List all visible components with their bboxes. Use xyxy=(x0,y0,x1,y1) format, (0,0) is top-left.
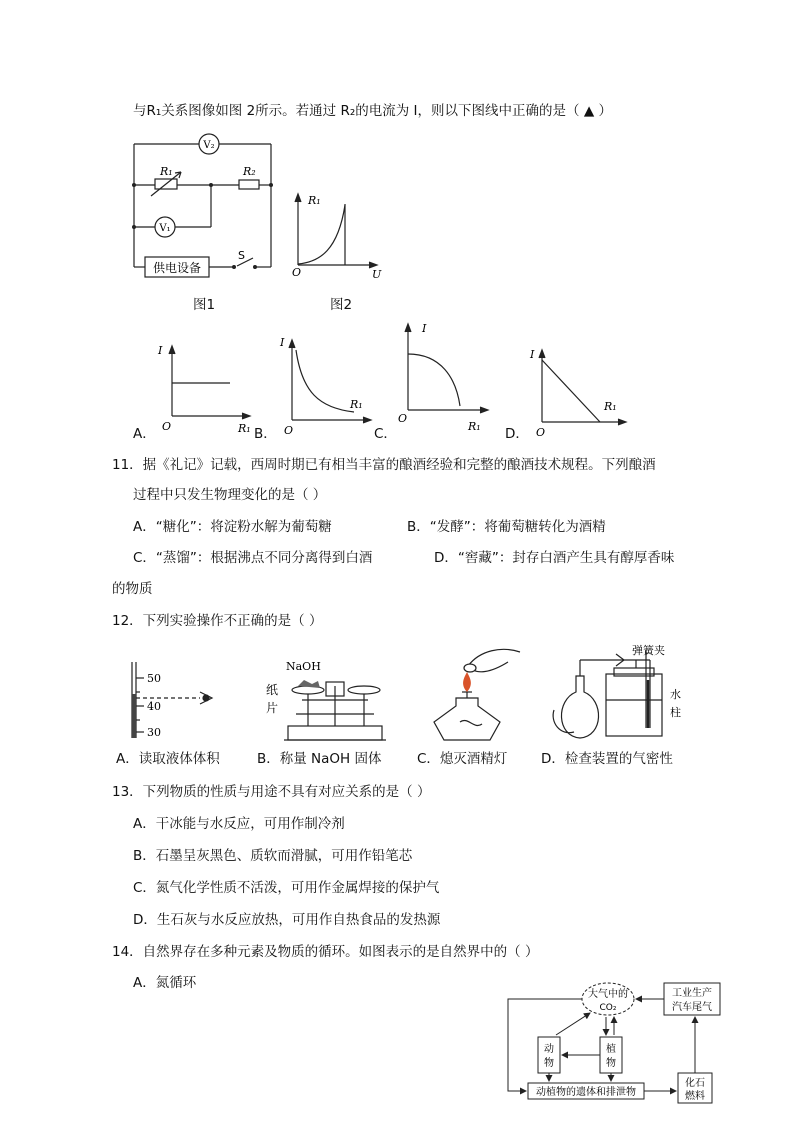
svg-text:50: 50 xyxy=(147,672,161,685)
q11-option-a: A．“糖化”：将淀粉水解为葡萄糖 xyxy=(133,519,332,535)
q12-image-b-balance xyxy=(262,660,402,745)
q14-stem: 14．自然界存在多种元素及物质的循环。如图表示的是自然界中的（ ） xyxy=(112,944,539,960)
svg-text:化石: 化石 xyxy=(685,1078,705,1089)
figure-1-label: 图1 xyxy=(193,297,216,313)
q13-option-c: C．氮气化学性质不活泼，可用作金属焊接的保护气 xyxy=(133,880,440,896)
q14-cycle-diagram xyxy=(500,975,740,1110)
q11-option-b: B．“发酵”：将葡萄糖转化为酒精 xyxy=(407,519,606,535)
option-a-graph xyxy=(150,340,260,440)
svg-text:动: 动 xyxy=(544,1044,554,1055)
svg-text:柱: 柱 xyxy=(670,706,681,719)
q14-option-a: A．氮循环 xyxy=(133,975,197,991)
q12-image-d-airtightness xyxy=(546,640,706,745)
svg-text:R₁: R₁ xyxy=(238,422,251,435)
option-b-letter: B． xyxy=(254,426,277,442)
svg-text:植: 植 xyxy=(606,1044,616,1055)
svg-text:水: 水 xyxy=(670,688,681,701)
v2-label: V₂ xyxy=(203,140,215,151)
r2-label: R₂ xyxy=(243,165,256,178)
power-supply-label: 供电设备 xyxy=(152,261,202,275)
svg-text:I: I xyxy=(280,336,285,349)
svg-text:O: O xyxy=(536,426,546,439)
svg-text:U: U xyxy=(372,268,382,281)
svg-text:NaOH: NaOH xyxy=(286,660,321,673)
svg-text:I: I xyxy=(158,344,163,357)
q11-option-d: D．“窖藏”：封存白酒产生具有醇厚香味 xyxy=(434,550,675,566)
q12-option-a: A．读取液体体积 xyxy=(116,751,220,767)
svg-text:动植物的遗体和排泄物: 动植物的遗体和排泄物 xyxy=(536,1087,636,1098)
option-d-letter: D． xyxy=(505,426,529,442)
q13-option-a: A．干冰能与水反应，可用作制冷剂 xyxy=(133,816,345,832)
svg-text:R₁: R₁ xyxy=(350,398,363,411)
figure-1-circuit xyxy=(125,130,285,290)
figure-2-label: 图2 xyxy=(330,297,353,313)
svg-text:弹簧夹: 弹簧夹 xyxy=(632,644,665,657)
q11-option-c: C．“蒸馏”：根据沸点不同分离得到白酒 xyxy=(133,550,373,566)
svg-text:R₁: R₁ xyxy=(468,420,481,433)
svg-text:燃料: 燃料 xyxy=(685,1091,705,1102)
svg-text:纸: 纸 xyxy=(266,683,279,697)
svg-text:物: 物 xyxy=(606,1058,616,1069)
q11-option-d-cont: 的物质 xyxy=(112,581,153,597)
svg-text:汽车尾气: 汽车尾气 xyxy=(672,1002,712,1013)
q12-image-a-cylinder xyxy=(120,660,230,740)
svg-text:O: O xyxy=(398,412,408,425)
svg-text:大气中的: 大气中的 xyxy=(588,989,628,1000)
q12-image-c-alcohol-lamp xyxy=(432,636,532,746)
option-c-graph xyxy=(396,318,496,433)
svg-text:R₁: R₁ xyxy=(604,400,617,413)
option-a-letter: A． xyxy=(133,426,156,442)
q12-option-b: B．称量 NaOH 固体 xyxy=(257,751,382,767)
q13-option-b: B．石墨呈灰黑色、质软而滑腻，可用作铅笔芯 xyxy=(133,848,413,864)
switch-label: S xyxy=(238,249,245,262)
v1-label: V₁ xyxy=(159,223,171,234)
q12-option-c: C．熄灭酒精灯 xyxy=(417,751,508,767)
svg-text:30: 30 xyxy=(147,726,161,739)
svg-text:40: 40 xyxy=(147,700,161,713)
svg-text:O: O xyxy=(284,424,294,437)
svg-text:R₁: R₁ xyxy=(308,194,321,207)
svg-text:I: I xyxy=(422,322,427,335)
svg-text:CO₂: CO₂ xyxy=(599,1003,617,1013)
svg-text:O: O xyxy=(292,266,302,279)
option-b-graph xyxy=(274,330,374,435)
svg-text:工业生产: 工业生产 xyxy=(672,988,712,999)
option-c-letter: C． xyxy=(374,426,397,442)
q13-stem: 13．下列物质的性质与用途不具有对应关系的是（ ） xyxy=(112,784,431,800)
option-d-graph xyxy=(526,342,636,437)
svg-text:物: 物 xyxy=(544,1058,554,1069)
q11-stem-line-1: 11．据《礼记》记载，西周时期已有相当丰富的酿酒经验和完整的酿酒技术规程。下列酿酒 xyxy=(112,457,656,473)
q13-option-d: D．生石灰与水反应放热，可用作自热食品的发热源 xyxy=(133,912,441,928)
q12-stem: 12．下列实验操作不正确的是（ ） xyxy=(112,613,323,629)
question-10-intro: 与R₁关系图像如图 2所示。若通过 R₂的电流为 I，则以下图线中正确的是（ ▲ ） xyxy=(133,103,612,119)
svg-text:O: O xyxy=(162,420,172,433)
r1-label: R₁ xyxy=(160,165,173,178)
q11-stem-line-2: 过程中只发生物理变化的是（ ） xyxy=(133,487,327,503)
figure-2-graph xyxy=(290,190,390,280)
q12-option-d: D．检查装置的气密性 xyxy=(541,751,673,767)
svg-text:I: I xyxy=(530,348,535,361)
svg-text:片: 片 xyxy=(266,701,279,715)
